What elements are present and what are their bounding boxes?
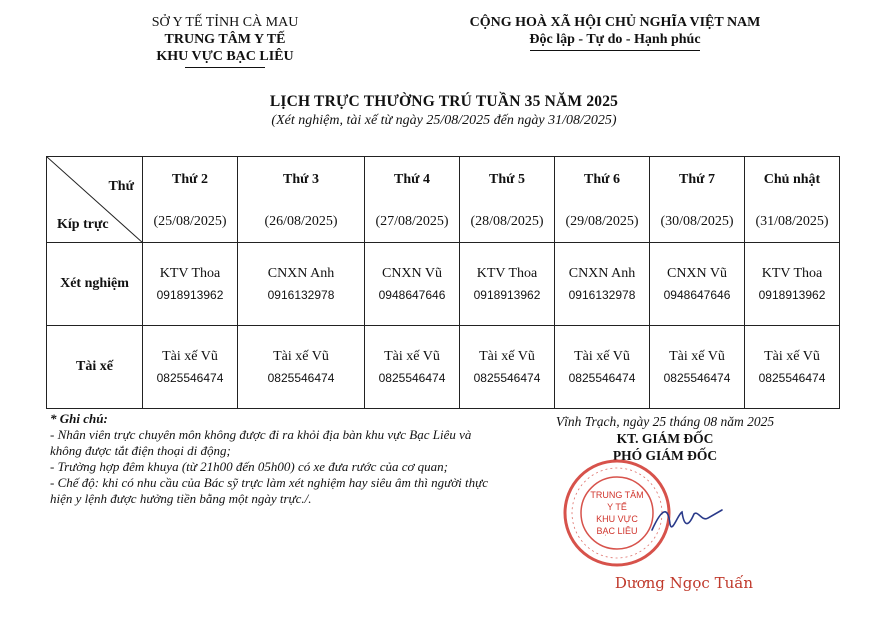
handwritten-signature (648, 500, 728, 540)
duty-cell (745, 243, 840, 326)
staff-name: CNXN Vũ (381, 266, 443, 281)
day-date: (25/08/2025) (153, 214, 227, 229)
duty-schedule-table (46, 156, 840, 409)
day-header (365, 157, 460, 243)
table-row (47, 243, 840, 326)
day-date: (28/08/2025) (470, 214, 544, 229)
staff-name: CNXN Anh (568, 266, 636, 281)
day-name: Thứ 7 (678, 172, 716, 187)
day-date: (29/08/2025) (565, 214, 639, 229)
motto-divider (530, 50, 700, 51)
stamp-line: BẠC LIÊU (596, 526, 638, 536)
duty-cell (143, 326, 238, 409)
document-title: LỊCH TRỰC THƯỜNG TRÚ TUẦN 35 NĂM 2025 (269, 93, 619, 110)
staff-name: Tài xế Vũ (384, 349, 440, 364)
staff-name: KTV Thoa (159, 266, 221, 281)
duty-cell (650, 243, 745, 326)
day-header (555, 157, 650, 243)
notes-block (50, 411, 500, 507)
corner-cell (47, 157, 143, 243)
day-name: Thứ 5 (488, 172, 526, 187)
duty-cell (460, 243, 555, 326)
signer-title-2: PHÓ GIÁM ĐỐC (612, 448, 718, 463)
national-title: CỘNG HOÀ XÃ HỘI CHỦ NGHĨA VIỆT NAM (469, 15, 761, 30)
staff-name: KTV Thoa (476, 266, 538, 281)
note-line: - Nhân viên trực chuyên môn không được đi ra khỏi địa bàn khu vực Bạc Liêu và không được tắt điện thoại di động; (50, 427, 472, 458)
table-row (47, 326, 840, 409)
staff-name: Tài xế Vũ (162, 349, 218, 364)
staff-phone: 0825546474 (568, 371, 636, 385)
national-header (440, 14, 790, 51)
place-date: Vĩnh Trạch, ngày 25 tháng 08 năm 2025 (555, 414, 775, 429)
day-date: (31/08/2025) (755, 214, 829, 229)
duty-cell (650, 326, 745, 409)
table-header-row (47, 157, 840, 243)
duty-cell (143, 243, 238, 326)
staff-name: KTV Thoa (761, 266, 823, 281)
staff-phone: 0825546474 (473, 371, 541, 385)
duty-cell (555, 243, 650, 326)
day-header (650, 157, 745, 243)
staff-phone: 0918913962 (156, 288, 224, 302)
staff-phone: 0825546474 (156, 371, 224, 385)
note-line: - Chế độ: khi có nhu cầu của Bác sỹ trực làm xét nghiệm hay siêu âm thì người thực hiện y lệnh được hưởng tiền bằng một ngày trực./. (50, 475, 488, 506)
staff-name: Tài xế Vũ (479, 349, 535, 364)
staff-phone: 0825546474 (663, 371, 731, 385)
agency-parent: SỞ Y TẾ TỈNH CÀ MAU (151, 15, 299, 30)
day-date: (26/08/2025) (264, 214, 338, 229)
stamp-line: KHU VỰC (596, 514, 638, 524)
staff-phone: 0948647646 (663, 288, 731, 302)
signer-name: Dương Ngọc Tuấn (614, 574, 754, 592)
duty-cell (555, 326, 650, 409)
day-name: Thứ 4 (393, 172, 431, 187)
duty-cell (238, 243, 365, 326)
day-name: Thứ 3 (282, 172, 320, 187)
day-header (745, 157, 840, 243)
day-name: Thứ 2 (171, 172, 209, 187)
corner-shift-label: Kíp trực (57, 217, 109, 232)
day-date: (30/08/2025) (660, 214, 734, 229)
day-name: Thứ 6 (583, 172, 621, 187)
signer-title-1: KT. GIÁM ĐỐC (616, 431, 714, 446)
duty-cell (365, 243, 460, 326)
staff-phone: 0825546474 (267, 371, 335, 385)
day-name: Chủ nhật (763, 172, 821, 187)
staff-name: Tài xế Vũ (669, 349, 725, 364)
national-motto: Độc lập - Tự do - Hạnh phúc (529, 32, 701, 47)
signature-block (540, 413, 790, 464)
staff-phone: 0916132978 (568, 288, 636, 302)
agency-header (100, 14, 350, 68)
agency-region: KHU VỰC BẠC LIÊU (156, 49, 294, 64)
day-header (143, 157, 238, 243)
note-line: - Trường hợp đêm khuya (từ 21h00 đến 05h00) có xe đưa rước của cơ quan; (50, 459, 449, 474)
day-header (238, 157, 365, 243)
staff-name: CNXN Anh (267, 266, 335, 281)
staff-phone: 0916132978 (267, 288, 335, 302)
day-date: (27/08/2025) (375, 214, 449, 229)
staff-phone: 0825546474 (758, 371, 826, 385)
header-divider (185, 67, 265, 68)
duty-cell (460, 326, 555, 409)
row-label-lab: Xét nghiệm (47, 243, 143, 326)
stamp-line: Y TẾ (607, 502, 627, 512)
notes-heading: * Ghi chú: (50, 411, 108, 426)
day-header (460, 157, 555, 243)
staff-name: Tài xế Vũ (574, 349, 630, 364)
duty-cell (238, 326, 365, 409)
staff-phone: 0918913962 (758, 288, 826, 302)
duty-cell (365, 326, 460, 409)
staff-phone: 0948647646 (378, 288, 446, 302)
staff-name: CNXN Vũ (666, 266, 728, 281)
duty-cell (745, 326, 840, 409)
staff-name: Tài xế Vũ (273, 349, 329, 364)
staff-phone: 0825546474 (378, 371, 446, 385)
staff-phone: 0918913962 (473, 288, 541, 302)
stamp-line: TRUNG TÂM (590, 490, 644, 500)
staff-name: Tài xế Vũ (764, 349, 820, 364)
corner-day-label: Thứ (108, 179, 134, 194)
document-subtitle: (Xét nghiệm, tài xế từ ngày 25/08/2025 đến ngày 31/08/2025) (271, 113, 617, 128)
row-label-driver: Tài xế (47, 326, 143, 409)
agency-name: TRUNG TÂM Y TẾ (164, 32, 286, 47)
